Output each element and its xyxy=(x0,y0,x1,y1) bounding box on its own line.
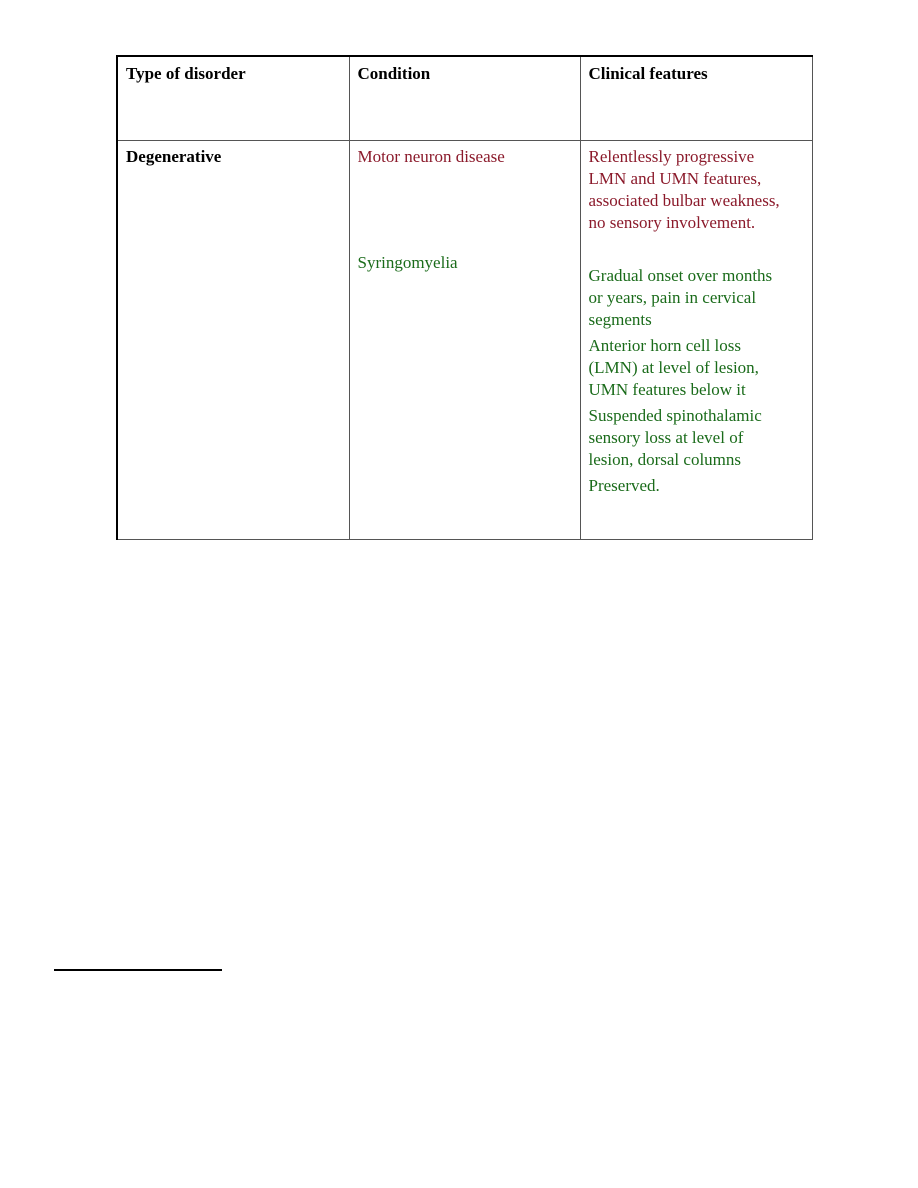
feature-motor-neuron-disease: Relentlessly progressive LMN and UMN features, associated bulbar weakness, no sensory involvement. xyxy=(588,147,780,232)
feature-syringomyelia-onset: Gradual onset over months or years, pain in cervical segments xyxy=(588,266,773,329)
feature-syringomyelia-sensory: Suspended spinothalamic sensory loss at level of lesion, dorsal columns xyxy=(588,406,762,469)
header-type-of-disorder: Type of disorder xyxy=(117,56,349,141)
condition-syringomyelia: Syringomyelia xyxy=(357,253,458,272)
feature-syringomyelia-preserved: Preserved. xyxy=(588,476,660,495)
header-condition: Condition xyxy=(349,56,580,141)
condition-motor-neuron-disease: Motor neuron disease xyxy=(357,147,505,166)
header-clinical-features: Clinical features xyxy=(580,56,812,141)
type-cell: Degenerative xyxy=(117,141,349,540)
table-row xyxy=(117,141,812,540)
disorder-table xyxy=(116,55,813,540)
clinical-features-cell xyxy=(580,141,812,540)
feature-syringomyelia-lmn: Anterior horn cell loss (LMN) at level of lesion, UMN features below it xyxy=(588,336,759,399)
condition-cell xyxy=(349,141,580,540)
footnote-separator xyxy=(54,969,222,971)
table-header-row xyxy=(117,56,812,141)
